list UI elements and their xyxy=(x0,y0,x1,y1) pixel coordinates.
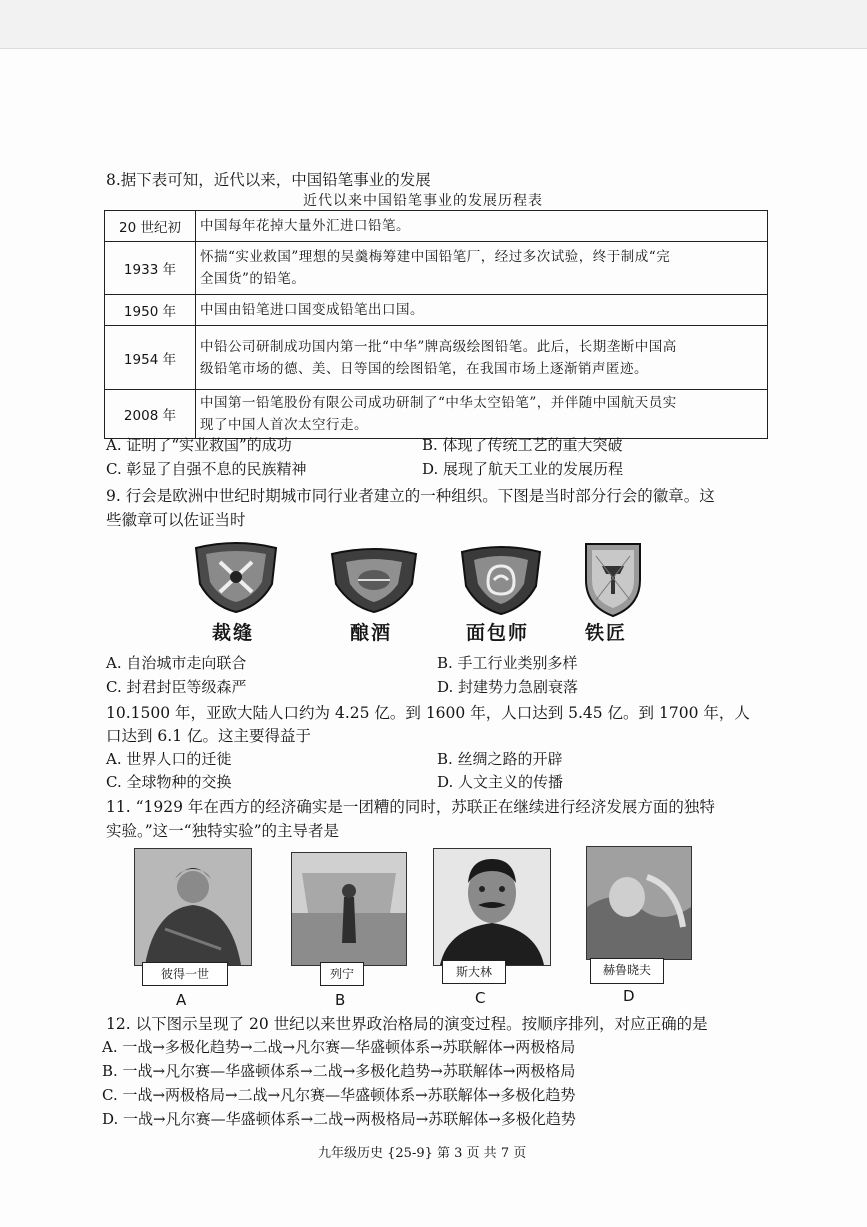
pencil-history-table xyxy=(104,210,768,439)
caption-stalin: 斯大林 xyxy=(442,960,506,984)
q12-option-c[interactable]: C. 一战→两极格局→二战→凡尔赛—华盛顿体系→苏联解体→多极化趋势 xyxy=(102,1086,576,1104)
q8-option-d[interactable]: D. 展现了航天工业的发展历程 xyxy=(422,460,624,478)
q10-stem-line2: 口达到 6.1 亿。这主要得益于 xyxy=(106,727,312,745)
table-year: 1933 年 xyxy=(105,242,196,295)
desc-line: 级铅笔市场的德、美、日等国的绘图铅笔，在我国市场上逐渐销声匿迹。 xyxy=(200,360,648,377)
caption-lenin: 列宁 xyxy=(320,962,364,986)
q8-stem: 8.据下表可知，近代以来，中国铅笔事业的发展 xyxy=(106,171,431,189)
q8-option-c[interactable]: C. 彰显了自强不息的民族精神 xyxy=(106,460,307,478)
q12-stem: 12. 以下图示呈现了 20 世纪以来世界政治格局的演变过程。按顺序排列，对应正确的是 xyxy=(106,1015,708,1033)
brewer-badge-icon xyxy=(328,544,420,616)
desc-line: 中国每年花掉大量外汇进口铅笔。 xyxy=(200,218,410,234)
table-desc xyxy=(196,390,768,439)
q8-table-title: 近代以来中国铅笔事业的发展历程表 xyxy=(303,193,543,209)
q11-option-a[interactable]: A xyxy=(176,991,187,1009)
table-year: 20 世纪初 xyxy=(105,211,196,242)
badge-label-baker: 面包师 xyxy=(466,622,530,644)
q9-option-d[interactable]: D. 封建势力急剧衰落 xyxy=(437,678,579,696)
baker-badge-icon xyxy=(458,542,544,618)
badge-label-brewer: 酿酒 xyxy=(350,622,393,644)
q11-option-d[interactable]: D xyxy=(623,987,635,1005)
badge-label-tailor: 裁缝 xyxy=(212,622,255,644)
caption-peter: 彼得一世 xyxy=(142,962,228,986)
lenin-photo xyxy=(291,852,407,966)
q12-option-d[interactable]: D. 一战→凡尔赛—华盛顿体系→二战→两极格局→苏联解体→多极化趋势 xyxy=(102,1110,576,1128)
desc-line: 中国由铅笔进口国变成铅笔出口国。 xyxy=(200,302,424,318)
q12-option-a[interactable]: A. 一战→多极化趋势→二战→凡尔赛—华盛顿体系→苏联解体→两极格局 xyxy=(102,1038,576,1056)
peter-the-great-photo xyxy=(134,848,252,966)
table-desc xyxy=(196,295,768,326)
badge-label-blacksmith: 铁匠 xyxy=(585,622,628,644)
q10-stem-line1: 10.1500 年，亚欧大陆人口约为 4.25 亿。到 1600 年，人口达到 5.45 亿。到 1700 年，人 xyxy=(106,704,750,722)
q9-option-c[interactable]: C. 封君封臣等级森严 xyxy=(106,678,247,696)
q11-stem-line2: 实验。”这一“独特实验”的主导者是 xyxy=(106,822,340,840)
q11-option-b[interactable]: B xyxy=(335,991,346,1009)
stalin-photo xyxy=(433,848,551,966)
table-row xyxy=(105,242,768,295)
tailor-badge-icon xyxy=(190,540,282,616)
table-row xyxy=(105,326,768,390)
q10-option-c[interactable]: C. 全球物种的交换 xyxy=(106,773,232,791)
khrushchev-photo xyxy=(586,846,692,960)
q10-option-a[interactable]: A. 世界人口的迁徙 xyxy=(106,750,232,768)
q10-option-d[interactable]: D. 人文主义的传播 xyxy=(437,773,564,791)
desc-line: 中铅公司研制成功国内第一批“中华”牌高级绘图铅笔。此后，长期垄断中国高 xyxy=(200,338,677,355)
desc-line: 现了中国人首次太空行走。 xyxy=(200,417,368,433)
table-year: 1950 年 xyxy=(105,295,196,326)
table-desc xyxy=(196,211,768,242)
desc-line: 怀揣“实业救国”理想的吴羹梅筹建中国铅笔厂，经过多次试验，终于制成“完 xyxy=(200,249,671,265)
table-row xyxy=(105,390,768,439)
q10-option-b[interactable]: B. 丝绸之路的开辟 xyxy=(437,750,563,768)
desc-line: 中国第一铅笔股份有限公司成功研制了“中华太空铅笔”，并伴随中国航天员实 xyxy=(200,395,677,411)
q9-stem-line1: 9. 行会是欧洲中世纪时期城市同行业者建立的一种组织。下图是当时部分行会的徽章。这 xyxy=(106,487,715,505)
caption-khrushchev: 赫鲁晓夫 xyxy=(590,958,664,984)
table-desc xyxy=(196,242,768,295)
q8-option-b[interactable]: B. 体现了传统工艺的重大突破 xyxy=(422,436,623,454)
q8-option-a[interactable]: A. 证明了“实业救国”的成功 xyxy=(106,436,292,454)
table-row xyxy=(105,211,768,242)
desc-line: 全国货”的铅笔。 xyxy=(200,271,306,287)
table-year: 1954 年 xyxy=(105,326,196,390)
q9-option-a[interactable]: A. 自治城市走向联合 xyxy=(106,654,247,672)
q9-option-b[interactable]: B. 手工行业类别多样 xyxy=(437,654,578,672)
q11-option-c[interactable]: C xyxy=(475,989,486,1007)
blacksmith-badge-icon xyxy=(582,540,644,620)
q9-stem-line2: 些徽章可以佐证当时 xyxy=(106,511,246,529)
q11-stem-line1: 11. “1929 年在西方的经济确实是一团糟的同时，苏联正在继续进行经济发展方面的独特 xyxy=(106,798,715,816)
table-year: 2008 年 xyxy=(105,390,196,439)
page-footer: 九年级历史 {25-9} 第 3 页 共 7 页 xyxy=(318,1146,527,1161)
table-desc xyxy=(196,326,768,390)
table-row xyxy=(105,295,768,326)
q12-option-b[interactable]: B. 一战→凡尔赛—华盛顿体系→二战→多极化趋势→苏联解体→两极格局 xyxy=(102,1062,576,1080)
